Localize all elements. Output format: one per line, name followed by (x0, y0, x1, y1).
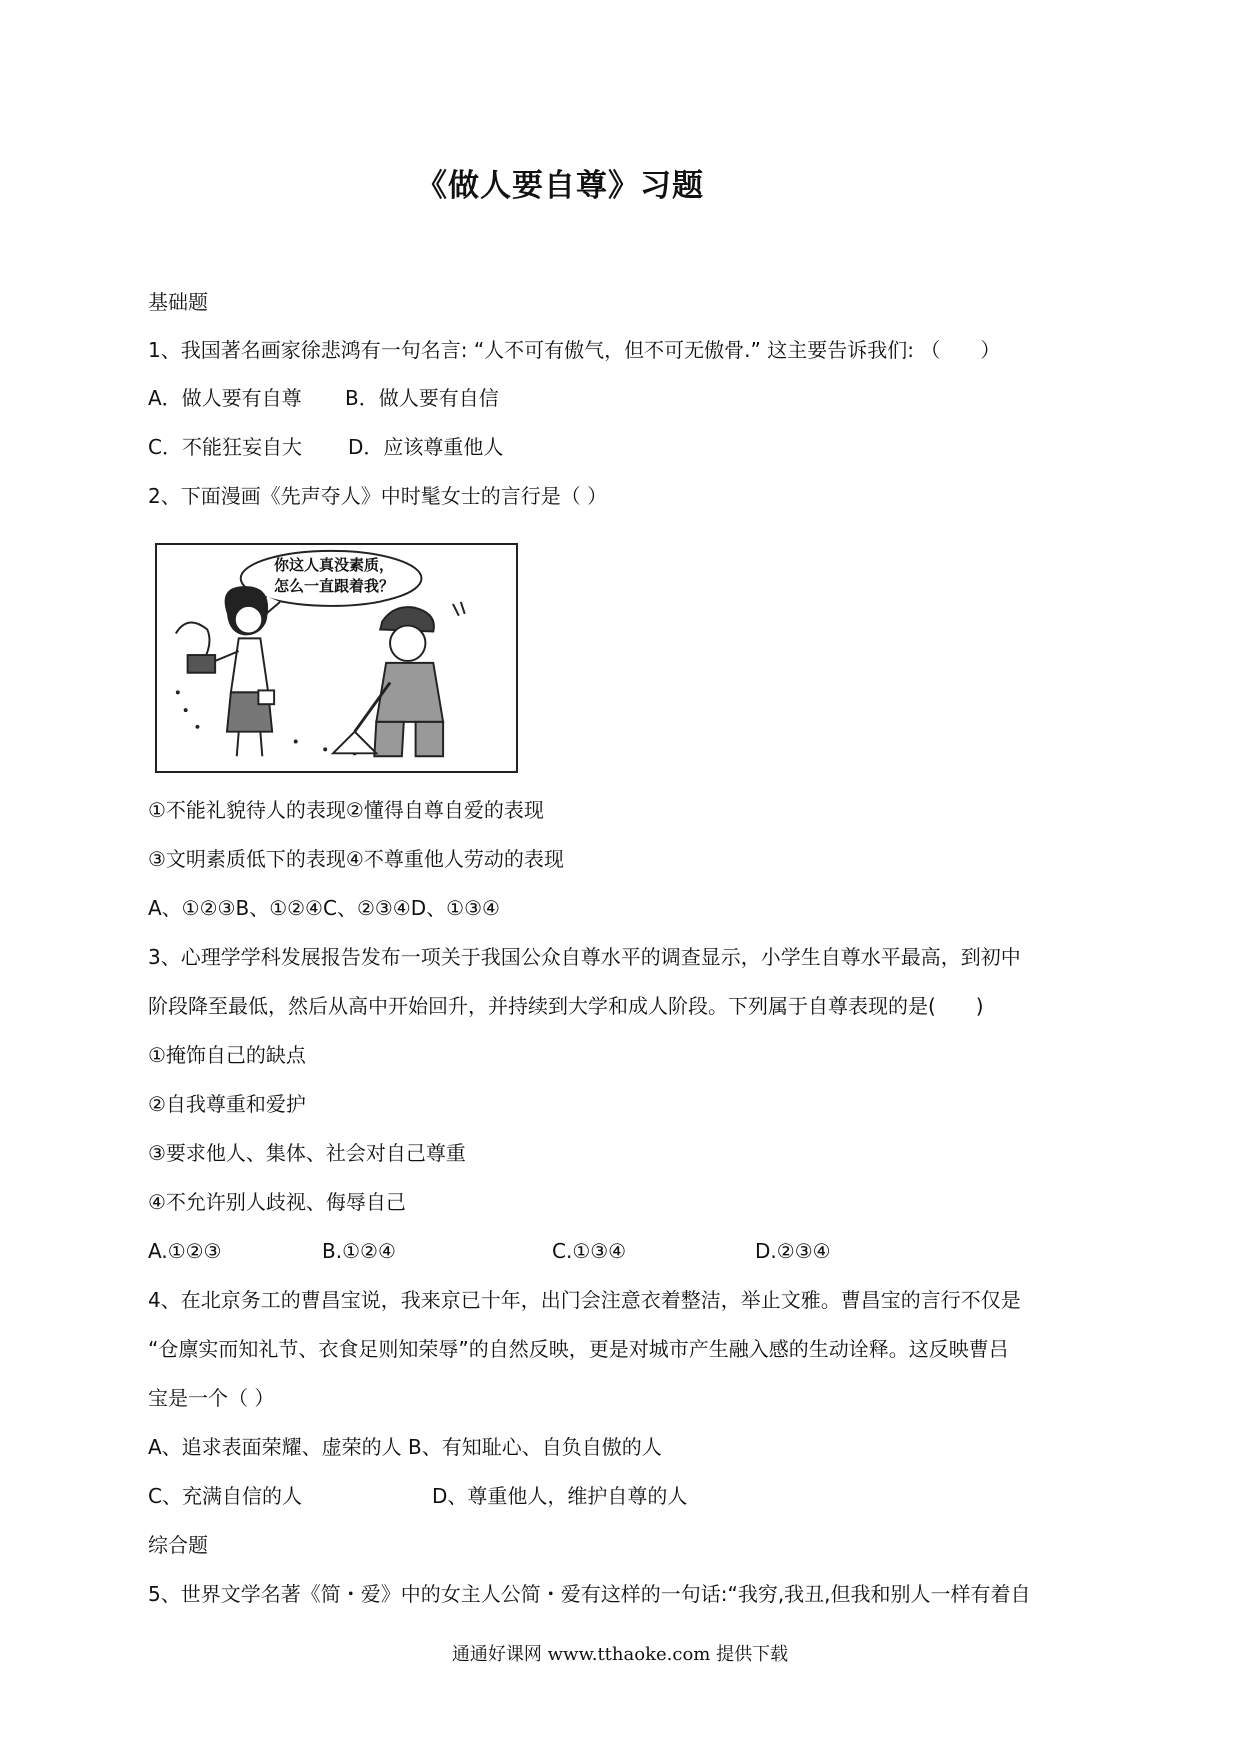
question-1-option-c: C．不能狂妄自大 (148, 435, 302, 459)
section-heading-basic: 基础题 (148, 290, 208, 314)
cartoon-speech-line-1: 你这人真没素质， (273, 556, 394, 574)
question-3-item-4: ④不允许别人歧视、侮辱自己 (148, 1190, 406, 1214)
question-3-item-3: ③要求他人、集体、社会对自己尊重 (148, 1141, 466, 1165)
question-4-option-c: C、充满自信的人 (148, 1484, 302, 1508)
question-4-stem-line-2: “仓廪实而知礼节、衣食足则知荣辱”的自然反映，更是对城市产生融入感的生动诠释。这反映曹吕 (148, 1337, 1009, 1361)
question-1-option-a: A．做人要有自尊 (148, 386, 302, 410)
question-3-option-d: D.②③④ (755, 1239, 831, 1263)
cartoon-speech-line-2: 怎么一直跟着我？ (273, 577, 394, 595)
question-2-items-line-1: ①不能礼貌待人的表现②懂得自尊自爱的表现 (148, 798, 544, 822)
question-2-options: A、①②③B、①②④C、②③④D、①③④ (148, 896, 500, 920)
question-4-stem-line-1: 4、在北京务工的曹昌宝说，我来京已十年，出门会注意衣着整洁，举止文雅。曹昌宝的言行不仅是 (148, 1288, 1021, 1312)
question-3-stem-line-1: 3、心理学学科发展报告发布一项关于我国公众自尊水平的调查显示，小学生自尊水平最高，到初中 (148, 945, 1021, 969)
question-3-item-1: ①掩饰自己的缺点 (148, 1043, 306, 1067)
section-heading-comprehensive: 综合题 (148, 1533, 208, 1557)
question-4-options-ab: A、追求表面荣耀、虚荣的人 B、有知耻心、自负自傲的人 (148, 1435, 662, 1459)
question-2-items-line-2: ③文明素质低下的表现④不尊重他人劳动的表现 (148, 847, 564, 871)
question-3-option-b: B.①②④ (322, 1239, 396, 1263)
page-footer: 通通好课网 www.tthaoke.com 提供下载 (451, 1644, 789, 1665)
question-3-stem-line-2: 阶段降至最低，然后从高中开始回升，并持续到大学和成人阶段。下列属于自尊表现的是( ) (148, 994, 984, 1018)
question-4-stem-line-3: 宝是一个（ ） (148, 1386, 275, 1410)
question-3-option-a: A.①②③ (148, 1239, 222, 1263)
cartoon-illustration (155, 543, 518, 773)
question-1-stem: 1、我国著名画家徐悲鸿有一句名言: “人不可有傲气，但不可无傲骨.” 这主要告诉我们: （ ） (148, 338, 1001, 362)
question-1-option-b: B．做人要有自信 (345, 386, 499, 410)
question-4-option-d: D、尊重他人，维护自尊的人 (432, 1484, 688, 1508)
question-3-item-2: ②自我尊重和爱护 (148, 1092, 306, 1116)
cartoon-speech-bubble (259, 555, 409, 597)
page-title: 《做人要自尊》习题 (416, 168, 704, 204)
question-5-stem-line-1: 5、世界文学名著《简・爱》中的女主人公简・爱有这样的一句话:“我穷,我丑,但我和别人一样有着自 (148, 1582, 1031, 1606)
question-2-stem: 2、下面漫画《先声夺人》中时髦女士的言行是（ ） (148, 484, 608, 508)
question-1-option-d: D．应该尊重他人 (348, 435, 504, 459)
question-3-option-c: C.①③④ (552, 1239, 627, 1263)
